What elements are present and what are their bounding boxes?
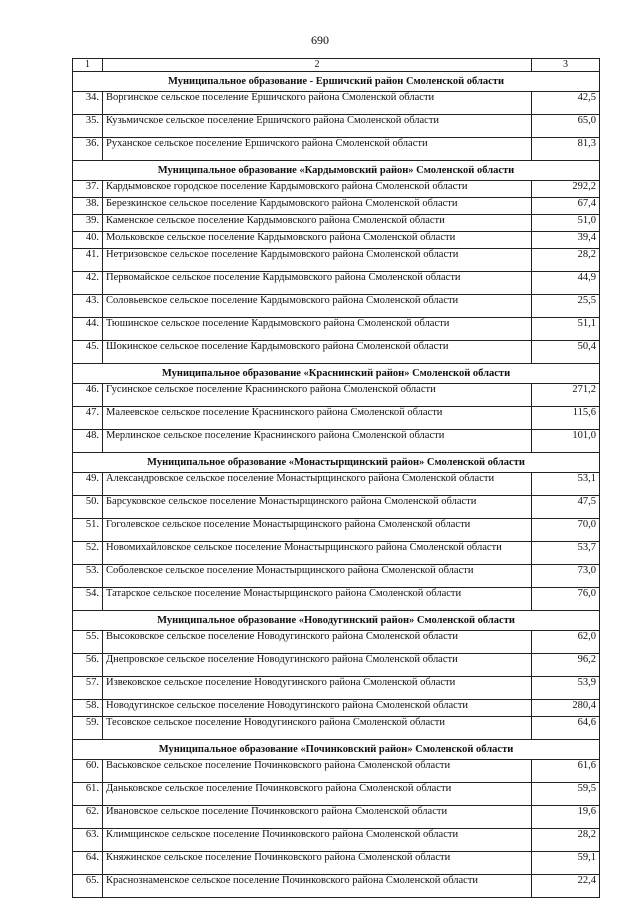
settlement-name: Гоголевское сельское поселение Монастырщинского района Смоленской области xyxy=(103,519,532,542)
row-number: 55. xyxy=(73,631,103,654)
settlement-name: Первомайское сельское поселение Кардымовского района Смоленской области xyxy=(103,272,532,295)
table-row xyxy=(73,542,600,565)
table-row xyxy=(73,783,600,806)
section-title: Муниципальное образование «Починковский район» Смоленской области xyxy=(73,740,600,760)
row-number: 52. xyxy=(73,542,103,565)
settlement-name: Васьковское сельское поселение Починковского района Смоленской области xyxy=(103,760,532,783)
settlement-name: Соловьевское сельское поселение Кардымовского района Смоленской области xyxy=(103,295,532,318)
row-value: 67,4 xyxy=(532,198,600,215)
table-row xyxy=(73,588,600,611)
row-value: 73,0 xyxy=(532,565,600,588)
page-number: 690 xyxy=(311,33,329,47)
table-row xyxy=(73,760,600,783)
settlement-name: Александровское сельское поселение Монастырщинского района Смоленской области xyxy=(103,473,532,496)
header-col-2: 2 xyxy=(103,59,532,72)
row-number: 63. xyxy=(73,829,103,852)
table-row xyxy=(73,677,600,700)
row-number: 35. xyxy=(73,115,103,138)
settlement-name: Татарское сельское поселение Монастырщинского района Смоленской области xyxy=(103,588,532,611)
row-number: 57. xyxy=(73,677,103,700)
settlement-name: Малеевское сельское поселение Краснинского района Смоленской области xyxy=(103,407,532,430)
table-row xyxy=(73,138,600,161)
row-number: 47. xyxy=(73,407,103,430)
row-number: 49. xyxy=(73,473,103,496)
settlement-name: Нетризовское сельское поселение Кардымовского района Смоленской области xyxy=(103,249,532,272)
section-title: Муниципальное образование «Краснинский район» Смоленской области xyxy=(73,364,600,384)
row-number: 48. xyxy=(73,430,103,453)
settlement-name: Мерлинское сельское поселение Краснинского района Смоленской области xyxy=(103,430,532,453)
row-value: 64,6 xyxy=(532,717,600,740)
row-number: 61. xyxy=(73,783,103,806)
table-row xyxy=(73,496,600,519)
row-value: 25,5 xyxy=(532,295,600,318)
row-value: 51,1 xyxy=(532,318,600,341)
settlement-name: Извековское сельское поселение Новодугинского района Смоленской области xyxy=(103,677,532,700)
settlement-name: Мольковское сельское поселение Кардымовского района Смоленской области xyxy=(103,232,532,249)
row-number: 40. xyxy=(73,232,103,249)
row-value: 39,4 xyxy=(532,232,600,249)
table-row xyxy=(73,115,600,138)
section-header-row xyxy=(73,161,600,181)
row-value: 115,6 xyxy=(532,407,600,430)
row-value: 47,5 xyxy=(532,496,600,519)
settlement-name: Даньковское сельское поселение Починковского района Смоленской области xyxy=(103,783,532,806)
table-row xyxy=(73,295,600,318)
row-number: 59. xyxy=(73,717,103,740)
row-value: 292,2 xyxy=(532,181,600,198)
section-header-row xyxy=(73,611,600,631)
settlement-name: Кузьмичское сельское поселение Ершичского района Смоленской области xyxy=(103,115,532,138)
section-title: Муниципальное образование «Монастырщинский район» Смоленской области xyxy=(73,453,600,473)
row-number: 44. xyxy=(73,318,103,341)
row-value: 81,3 xyxy=(532,138,600,161)
row-value: 44,9 xyxy=(532,272,600,295)
table-row xyxy=(73,654,600,677)
table-row xyxy=(73,215,600,232)
table-row xyxy=(73,198,600,215)
table-row xyxy=(73,700,600,717)
row-number: 50. xyxy=(73,496,103,519)
row-number: 38. xyxy=(73,198,103,215)
section-header-row xyxy=(73,453,600,473)
table-row xyxy=(73,829,600,852)
row-number: 64. xyxy=(73,852,103,875)
row-value: 101,0 xyxy=(532,430,600,453)
settlement-name: Новодугинское сельское поселение Новодугинского района Смоленской области xyxy=(103,700,532,717)
settlement-name: Каменское сельское поселение Кардымовского района Смоленской области xyxy=(103,215,532,232)
row-value: 62,0 xyxy=(532,631,600,654)
settlement-name: Новомихайловское сельское поселение Монастырщинского района Смоленской области xyxy=(103,542,532,565)
section-title: Муниципальное образование «Новодугинский район» Смоленской области xyxy=(73,611,600,631)
settlement-name: Воргинское сельское поселение Ершичского района Смоленской области xyxy=(103,92,532,115)
table-row xyxy=(73,181,600,198)
section-header-row xyxy=(73,740,600,760)
row-number: 62. xyxy=(73,806,103,829)
row-number: 53. xyxy=(73,565,103,588)
section-title: Муниципальное образование - Ершичский район Смоленской области xyxy=(73,72,600,92)
table-row xyxy=(73,341,600,364)
row-number: 65. xyxy=(73,875,103,898)
row-value: 59,1 xyxy=(532,852,600,875)
header-col-1: 1 xyxy=(73,59,103,72)
settlement-name: Тесовское сельское поселение Новодугинского района Смоленской области xyxy=(103,717,532,740)
row-value: 76,0 xyxy=(532,588,600,611)
table-row xyxy=(73,852,600,875)
header-row xyxy=(73,59,600,72)
settlement-name: Руханское сельское поселение Ершичского района Смоленской области xyxy=(103,138,532,161)
table-row xyxy=(73,565,600,588)
municipal-table xyxy=(72,58,600,898)
row-number: 37. xyxy=(73,181,103,198)
settlement-name: Днепровское сельское поселение Новодугинского района Смоленской области xyxy=(103,654,532,677)
settlement-name: Шокинское сельское поселение Кардымовского района Смоленской области xyxy=(103,341,532,364)
row-value: 51,0 xyxy=(532,215,600,232)
row-number: 39. xyxy=(73,215,103,232)
row-value: 65,0 xyxy=(532,115,600,138)
settlement-name: Высоковское сельское поселение Новодугинского района Смоленской области xyxy=(103,631,532,654)
row-value: 28,2 xyxy=(532,829,600,852)
row-value: 53,1 xyxy=(532,473,600,496)
table-row xyxy=(73,430,600,453)
table-row xyxy=(73,519,600,542)
row-value: 280,4 xyxy=(532,700,600,717)
row-number: 42. xyxy=(73,272,103,295)
row-number: 34. xyxy=(73,92,103,115)
settlement-name: Климщинское сельское поселение Починковского района Смоленской области xyxy=(103,829,532,852)
row-number: 54. xyxy=(73,588,103,611)
section-header-row xyxy=(73,364,600,384)
row-number: 46. xyxy=(73,384,103,407)
table-row xyxy=(73,631,600,654)
row-value: 61,6 xyxy=(532,760,600,783)
section-header-row xyxy=(73,72,600,92)
row-number: 58. xyxy=(73,700,103,717)
row-value: 59,5 xyxy=(532,783,600,806)
row-value: 53,7 xyxy=(532,542,600,565)
table-body xyxy=(73,59,600,898)
row-number: 51. xyxy=(73,519,103,542)
settlement-name: Ивановское сельское поселение Починковского района Смоленской области xyxy=(103,806,532,829)
table-row xyxy=(73,384,600,407)
settlement-name: Кардымовское городское поселение Кардымовского района Смоленской области xyxy=(103,181,532,198)
row-value: 70,0 xyxy=(532,519,600,542)
row-value: 42,5 xyxy=(532,92,600,115)
settlement-name: Соболевское сельское поселение Монастырщинского района Смоленской области xyxy=(103,565,532,588)
header-col-3: 3 xyxy=(532,59,600,72)
table-row xyxy=(73,806,600,829)
row-value: 50,4 xyxy=(532,341,600,364)
table-row xyxy=(73,92,600,115)
table-row xyxy=(73,407,600,430)
row-value: 53,9 xyxy=(532,677,600,700)
table-row xyxy=(73,232,600,249)
row-number: 56. xyxy=(73,654,103,677)
row-number: 43. xyxy=(73,295,103,318)
table-row xyxy=(73,875,600,898)
table-row xyxy=(73,272,600,295)
table-row xyxy=(73,717,600,740)
row-number: 36. xyxy=(73,138,103,161)
section-title: Муниципальное образование «Кардымовский район» Смоленской области xyxy=(73,161,600,181)
settlement-name: Барсуковское сельское поселение Монастырщинского района Смоленской области xyxy=(103,496,532,519)
row-number: 60. xyxy=(73,760,103,783)
table-row xyxy=(73,473,600,496)
settlement-name: Краснознаменское сельское поселение Починковского района Смоленской области xyxy=(103,875,532,898)
row-value: 96,2 xyxy=(532,654,600,677)
settlement-name: Княжинское сельское поселение Починковского района Смоленской области xyxy=(103,852,532,875)
table-row xyxy=(73,318,600,341)
row-value: 19,6 xyxy=(532,806,600,829)
settlement-name: Гусинское сельское поселение Краснинского района Смоленской области xyxy=(103,384,532,407)
settlement-name: Березкинское сельское поселение Кардымовского района Смоленской области xyxy=(103,198,532,215)
row-value: 28,2 xyxy=(532,249,600,272)
row-value: 22,4 xyxy=(532,875,600,898)
settlement-name: Тюшинское сельское поселение Кардымовского района Смоленской области xyxy=(103,318,532,341)
row-number: 45. xyxy=(73,341,103,364)
table-row xyxy=(73,249,600,272)
row-value: 271,2 xyxy=(532,384,600,407)
row-number: 41. xyxy=(73,249,103,272)
